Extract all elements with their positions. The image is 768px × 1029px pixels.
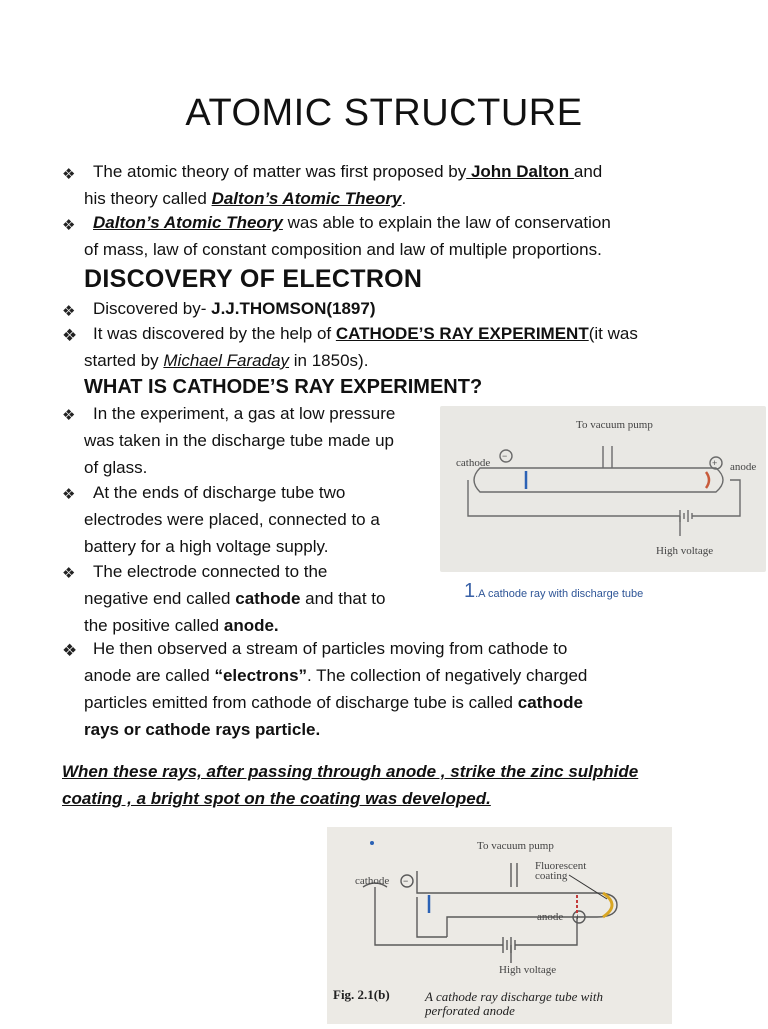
john-dalton-name: John Dalton [466, 162, 574, 181]
intro-text: . [401, 189, 407, 208]
bullet-diamond-icon: ❖ [62, 303, 76, 320]
cathode-term: cathode [517, 693, 583, 712]
electrons-term: “electrons” [214, 666, 308, 685]
exp-text: . The collection of negatively charged [307, 666, 588, 685]
exp-b4-l2 [84, 662, 587, 689]
figure-1-caption [464, 580, 643, 603]
label-anode: anode [537, 911, 564, 923]
plus-sign-icon: + [575, 912, 581, 922]
dalton-theory-name: Dalton’s Atomic Theory [211, 189, 402, 208]
help-text: It was discovered by the help of [93, 324, 336, 343]
label-cathode: cathode [456, 457, 491, 469]
plus-sign-icon: + [712, 458, 718, 468]
intro-text: and [573, 162, 603, 181]
exp-b1-l2: was taken in the discharge tube made up [84, 431, 394, 450]
experiment-name: CATHODE’S RAY EXPERIMENT [335, 324, 589, 343]
exp-b3-l2 [84, 585, 386, 612]
label-fluorescent: Fluorescent [535, 860, 587, 872]
figure-2-photo [327, 827, 672, 1024]
dalton-theory-name: Dalton’s Atomic Theory [93, 213, 283, 232]
intro-text: was able to explain the law of conservation [282, 213, 611, 232]
anode-term: anode. [223, 616, 279, 635]
label-vacuum-pump: To vacuum pump [576, 419, 653, 431]
help-line-2 [84, 347, 368, 374]
figure-2-text-1: A cathode ray discharge tube with [425, 989, 604, 1004]
page-title: ATOMIC STRUCTURE [185, 92, 583, 134]
intro-line-4: of mass, law of constant composition and law of multiple proportions. [84, 240, 602, 259]
minus-sign-icon: − [403, 876, 409, 886]
bullet-diamond-icon: ❖ [62, 326, 78, 345]
help-text: in 1850s). [289, 351, 369, 370]
exp-b3-l1: The electrode connected to the [93, 562, 328, 581]
experiment-heading: WHAT IS CATHODE’S RAY EXPERIMENT? [84, 376, 483, 398]
figure-2-text-2: perforated anode [425, 1003, 515, 1018]
exp-text: particles emitted from cathode of discharge tube is called [84, 693, 518, 712]
discharge-tube-diagram [440, 406, 766, 572]
intro-line-1 [93, 158, 602, 185]
exp-b2-l3: battery for a high voltage supply. [84, 537, 329, 556]
exp-b2-l2: electrodes were placed, connected to a [84, 510, 380, 529]
minus-sign-icon: − [502, 451, 508, 461]
exp-text: negative end called [84, 589, 236, 608]
conclusion-line-1: When these rays, after passing through anode , strike the zinc sulphide [62, 762, 639, 781]
bullet-diamond-icon: ❖ [62, 217, 76, 234]
label-anode: anode [730, 461, 757, 473]
label-coating: coating [535, 870, 568, 882]
caption-text: .A cathode ray with discharge tube [475, 588, 644, 600]
intro-line-2 [84, 185, 406, 212]
label-high-voltage: High voltage [656, 545, 714, 557]
help-text: (it was [588, 324, 638, 343]
discovered-by-label: Discovered by- [93, 299, 212, 318]
intro-text: The atomic theory of matter was first proposed by [93, 162, 467, 181]
bullet-diamond-icon: ❖ [62, 486, 76, 503]
intro-line-3 [93, 209, 611, 236]
help-text: started by [84, 351, 164, 370]
label-high-voltage: High voltage [499, 964, 557, 976]
exp-text: the positive called [84, 616, 224, 635]
figure-1-photo [440, 406, 766, 572]
bullet-diamond-icon: ❖ [62, 641, 78, 660]
exp-text: anode are called [84, 666, 215, 685]
caption-number: 1 [464, 580, 476, 602]
discovery-heading: DISCOVERY OF ELECTRON [84, 265, 423, 293]
exp-b2-l1: At the ends of discharge tube two [93, 483, 346, 502]
bullet-diamond-icon: ❖ [62, 166, 76, 183]
perforated-anode-diagram [327, 827, 672, 1024]
conclusion-line-2: coating , a bright spot on the coating was developed. [62, 789, 491, 808]
exp-text: and that to [300, 589, 386, 608]
cathode-term: cathode [235, 589, 301, 608]
exp-b1-l3: of glass. [84, 458, 148, 477]
exp-b4-l4: rays or cathode rays particle. [84, 720, 321, 739]
label-cathode: cathode [355, 875, 390, 887]
exp-b1-l1: In the experiment, a gas at low pressure [93, 404, 396, 423]
discoverer-name: J.J.THOMSON(1897) [211, 299, 376, 318]
label-vacuum-pump: To vacuum pump [477, 840, 554, 852]
help-line-1 [93, 320, 638, 347]
faraday-name: Michael Faraday [163, 351, 290, 370]
bullet-diamond-icon: ❖ [62, 565, 76, 582]
bullet-diamond-icon: ❖ [62, 407, 76, 424]
intro-text: his theory called [84, 189, 212, 208]
figure-2-label: Fig. 2.1(b) [333, 987, 390, 1002]
exp-b4-l3 [84, 689, 583, 716]
exp-b4-l1: He then observed a stream of particles moving from cathode to [93, 639, 568, 658]
discovered-by-line [93, 295, 376, 322]
